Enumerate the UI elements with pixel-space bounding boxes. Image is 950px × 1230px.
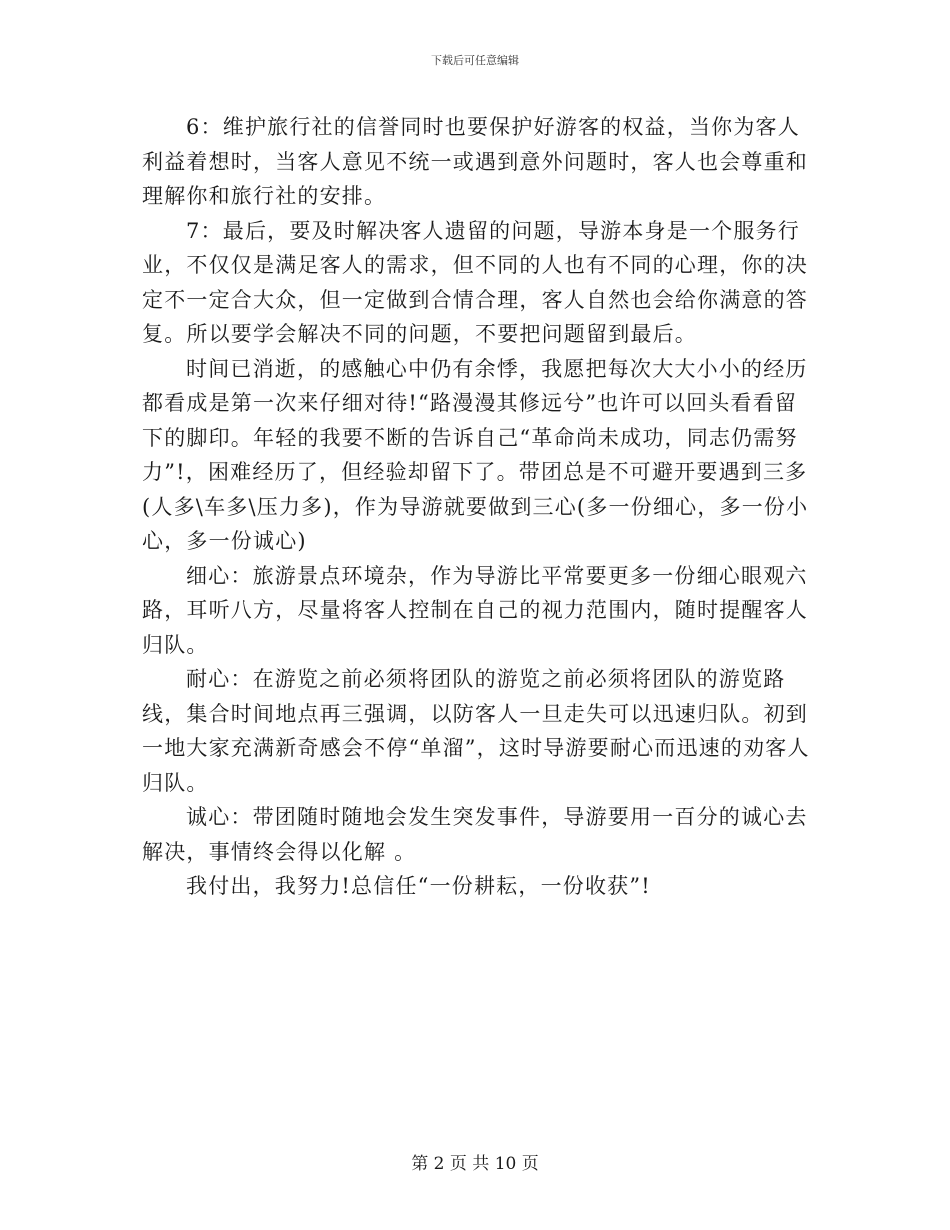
paragraph-careful: 细心：旅游景点环境杂，作为导游比平常要更多一份细心眼观六路，耳听八方，尽量将客人控制在自己的视力范围内，随时提醒客人归队。 (142, 563, 808, 657)
page-footer: 第 2 页 共 10 页 (411, 1154, 539, 1174)
document-body (142, 110, 814, 904)
paragraph-patience: 耐心：在游览之前必须将团队的游览之前必须将团队的游览路线，集合时间地点再三强调，以防客人一旦走失可以迅速归队。初到一地大家充满新奇感会不停“单溜”，这时导游要耐心而迅速的劝客人归队。 (142, 667, 810, 795)
paragraph-item-7: 7：最后，要及时解决客人遗留的问题，导游本身是一个服务行业，不仅仅是满足客人的需求，但不同的人也有不同的心理，你的决定不一定合大众，但一定做到合情合理，客人自然也会给你满意的答复。所以要学会解决不同的问题，不要把问题留到最后。 (142, 218, 808, 346)
paragraph-reflection: 时间已消逝，的感触心中仍有余悸，我愿把每次大大小小的经历都看成是第一次来仔细对待!“路漫漫其修远兮”也许可以回头看看留下的脚印。年轻的我要不断的告诉自己“革命尚未成功，同志仍需努力”!，困难经历了，但经验却留下了。带团总是不可避开要遇到三多(人多\车多\压力多)，作为导游就要做到三心(多一份细心，多一份小心，多一份诚心) (142, 356, 809, 553)
paragraph-item-6: 6：维护旅行社的信誉同时也要保护好游客的权益，当你为客人利益着想时，当客人意见不统一或遇到意外问题时，客人也会尊重和理解你和旅行社的安排。 (142, 115, 808, 208)
paragraph-sincerity: 诚心：带团随时随地会发生突发事件，导游要用一百分的诚心去解决，事情终会得以化解 。 (142, 805, 808, 864)
page-header: 下载后可任意编辑 (431, 54, 519, 67)
paragraph-closing: 我付出，我努力!总信任“一份耕耘，一份收获”! (186, 874, 651, 898)
